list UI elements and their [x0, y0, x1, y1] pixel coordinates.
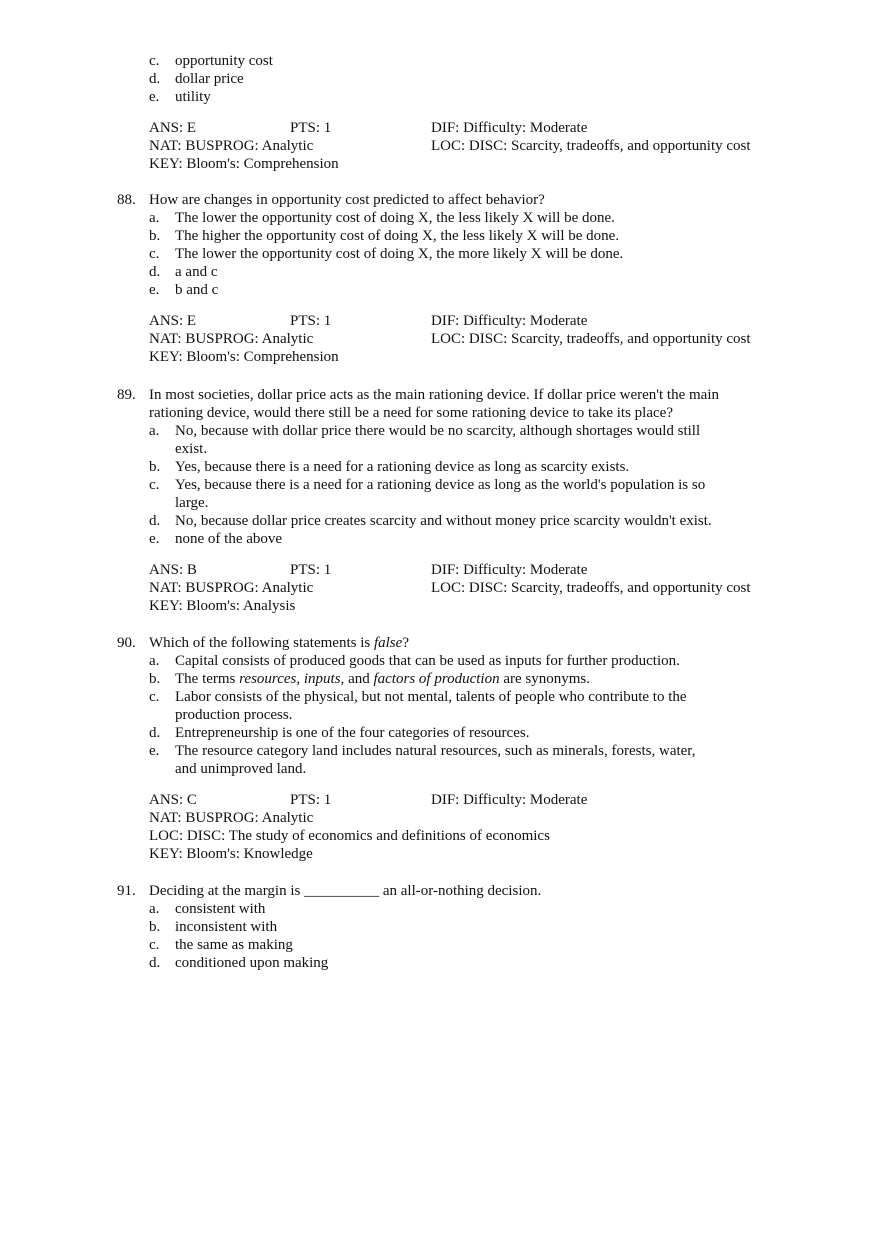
option-letter: c.: [149, 937, 160, 953]
key-field: KEY: Bloom's: Analysis: [149, 598, 296, 614]
option-fragment: ,: [296, 671, 304, 687]
option-text: Capital consists of produced goods that can be used as inputs for further production.: [175, 653, 680, 669]
option-e: [0, 742, 880, 778]
answer-field: ANS: E: [149, 120, 197, 136]
option-letter: e.: [149, 531, 160, 547]
option-line: large.: [175, 495, 209, 511]
option-text: The higher the opportunity cost of doing X, the less likely X will be done.: [175, 228, 620, 244]
option-text: none of the above: [175, 531, 283, 547]
loc-field: LOC: DISC: Scarcity, tradeoffs, and opportunity cost: [431, 580, 751, 596]
loc-field: LOC: DISC: The study of economics and definitions of economics: [149, 828, 550, 844]
option-text: The lower the opportunity cost of doing X, the less likely X will be done.: [175, 210, 615, 226]
option-text: No, because dollar price creates scarcity and without money price scarcity wouldn't exist.: [175, 513, 712, 529]
question-stem: [149, 634, 759, 652]
nat-field: NAT: BUSPROG: Analytic: [149, 138, 314, 154]
option-line: production process.: [175, 707, 293, 723]
option-letter: c.: [149, 246, 160, 262]
option-letter: a.: [149, 210, 160, 226]
option-text: [175, 688, 745, 724]
option-d: [0, 724, 880, 742]
option-letter: a.: [149, 423, 160, 439]
option-line: and unimproved land.: [175, 761, 307, 777]
nat-field: NAT: BUSPROG: Analytic: [149, 810, 314, 826]
option-letter: d.: [149, 71, 161, 87]
stem-text: ?: [402, 635, 409, 651]
option-c: [0, 476, 880, 512]
answer-field: ANS: B: [149, 562, 197, 578]
loc-field: LOC: DISC: Scarcity, tradeoffs, and opportunity cost: [431, 331, 751, 347]
option-e: [0, 88, 880, 106]
nat-field: NAT: BUSPROG: Analytic: [149, 580, 314, 596]
option-b: [0, 458, 880, 476]
option-letter: c.: [149, 53, 160, 69]
answer-metadata-90: [0, 791, 880, 863]
option-text: The lower the opportunity cost of doing X, the more likely X will be done.: [175, 246, 624, 262]
answer-metadata-88: [0, 312, 880, 366]
points-field: PTS: 1: [290, 562, 332, 578]
option-text: inconsistent with: [175, 919, 278, 935]
option-letter: e.: [149, 282, 160, 298]
option-text: Yes, because there is a need for a rationing device as long as scarcity exists.: [175, 459, 630, 475]
option-d: [0, 954, 880, 972]
option-letter: d.: [149, 264, 161, 280]
question-87-continued: [0, 52, 880, 106]
question-number: 91.: [117, 883, 136, 899]
stem-text: Which of the following statements is: [149, 635, 374, 651]
option-line: The resource category land includes natural resources, such as minerals, forests, water,: [175, 743, 696, 759]
question-stem: [149, 386, 759, 422]
question-stem: Deciding at the margin is __________ an all-or-nothing decision.: [149, 883, 542, 899]
option-c: [0, 245, 880, 263]
question-number: 90.: [117, 635, 136, 651]
option-e: [0, 281, 880, 299]
points-field: PTS: 1: [290, 313, 332, 329]
option-text: utility: [175, 89, 211, 105]
option-letter: b.: [149, 671, 161, 687]
points-field: PTS: 1: [290, 120, 332, 136]
option-text: conditioned upon making: [175, 955, 329, 971]
option-letter: e.: [149, 743, 160, 759]
question-91: [0, 882, 880, 972]
option-text: consistent with: [175, 901, 266, 917]
question-stem: How are changes in opportunity cost predicted to affect behavior?: [149, 192, 545, 208]
option-letter: b.: [149, 459, 161, 475]
option-text: dollar price: [175, 71, 244, 87]
option-letter: e.: [149, 89, 160, 105]
option-d: [0, 512, 880, 530]
option-text: a and c: [175, 264, 218, 280]
option-text: the same as making: [175, 937, 293, 953]
answer-metadata-87: [0, 119, 880, 173]
option-letter: d.: [149, 955, 161, 971]
stem-line: rationing device, would there still be a need for some rationing device to take its place?: [149, 405, 673, 421]
option-line: exist.: [175, 441, 208, 457]
stem-emphasis: false: [373, 635, 403, 651]
question-90: [0, 634, 880, 778]
option-text: [175, 742, 745, 778]
option-fragment: are synonyms.: [499, 671, 590, 687]
option-text: b and c: [175, 282, 219, 298]
option-letter: a.: [149, 901, 160, 917]
option-letter: d.: [149, 513, 161, 529]
stem-line: In most societies, dollar price acts as the main rationing device. If dollar price weren't the main: [149, 387, 719, 403]
option-text: opportunity cost: [175, 53, 273, 69]
option-c: [0, 688, 880, 724]
key-field: KEY: Bloom's: Knowledge: [149, 846, 313, 862]
option-letter: a.: [149, 653, 160, 669]
difficulty-field: DIF: Difficulty: Moderate: [431, 313, 588, 329]
points-field: PTS: 1: [290, 792, 332, 808]
loc-field: LOC: DISC: Scarcity, tradeoffs, and opportunity cost: [431, 138, 751, 154]
option-d: [0, 70, 880, 88]
option-emphasis: resources: [239, 671, 297, 687]
question-89: [0, 386, 880, 548]
nat-field: NAT: BUSPROG: Analytic: [149, 331, 314, 347]
answer-field: ANS: C: [149, 792, 197, 808]
difficulty-field: DIF: Difficulty: Moderate: [431, 120, 588, 136]
option-c: [0, 936, 880, 954]
option-text: [175, 476, 745, 512]
option-a: [0, 900, 880, 918]
option-a: [0, 652, 880, 670]
option-text: Entrepreneurship is one of the four categories of resources.: [175, 725, 530, 741]
option-a: [0, 209, 880, 227]
question-number: 88.: [117, 192, 136, 208]
option-a: [0, 422, 880, 458]
option-letter: c.: [149, 477, 160, 493]
option-letter: b.: [149, 228, 161, 244]
option-b: [0, 227, 880, 245]
difficulty-field: DIF: Difficulty: Moderate: [431, 792, 588, 808]
option-emphasis: factors of production: [373, 671, 500, 687]
option-text: [175, 670, 745, 688]
answer-metadata-89: [0, 561, 880, 615]
option-d: [0, 263, 880, 281]
option-line: No, because with dollar price there would be no scarcity, although shortages would still: [175, 423, 701, 439]
option-letter: d.: [149, 725, 161, 741]
option-fragment: and: [344, 671, 374, 687]
option-letter: b.: [149, 919, 161, 935]
question-88: [0, 191, 880, 299]
option-text: [175, 422, 745, 458]
option-b: [0, 670, 880, 688]
key-field: KEY: Bloom's: Comprehension: [149, 156, 339, 172]
option-line: Yes, because there is a need for a rationing device as long as the world's population is so: [175, 477, 706, 493]
option-e: [0, 530, 880, 548]
option-line: Labor consists of the physical, but not mental, talents of people who contribute to the: [175, 689, 687, 705]
option-b: [0, 918, 880, 936]
question-number: 89.: [117, 387, 136, 403]
option-emphasis: inputs,: [303, 671, 345, 687]
difficulty-field: DIF: Difficulty: Moderate: [431, 562, 588, 578]
option-letter: c.: [149, 689, 160, 705]
key-field: KEY: Bloom's: Comprehension: [149, 349, 339, 365]
answer-field: ANS: E: [149, 313, 197, 329]
option-fragment: The terms: [175, 671, 240, 687]
option-c: [0, 52, 880, 70]
